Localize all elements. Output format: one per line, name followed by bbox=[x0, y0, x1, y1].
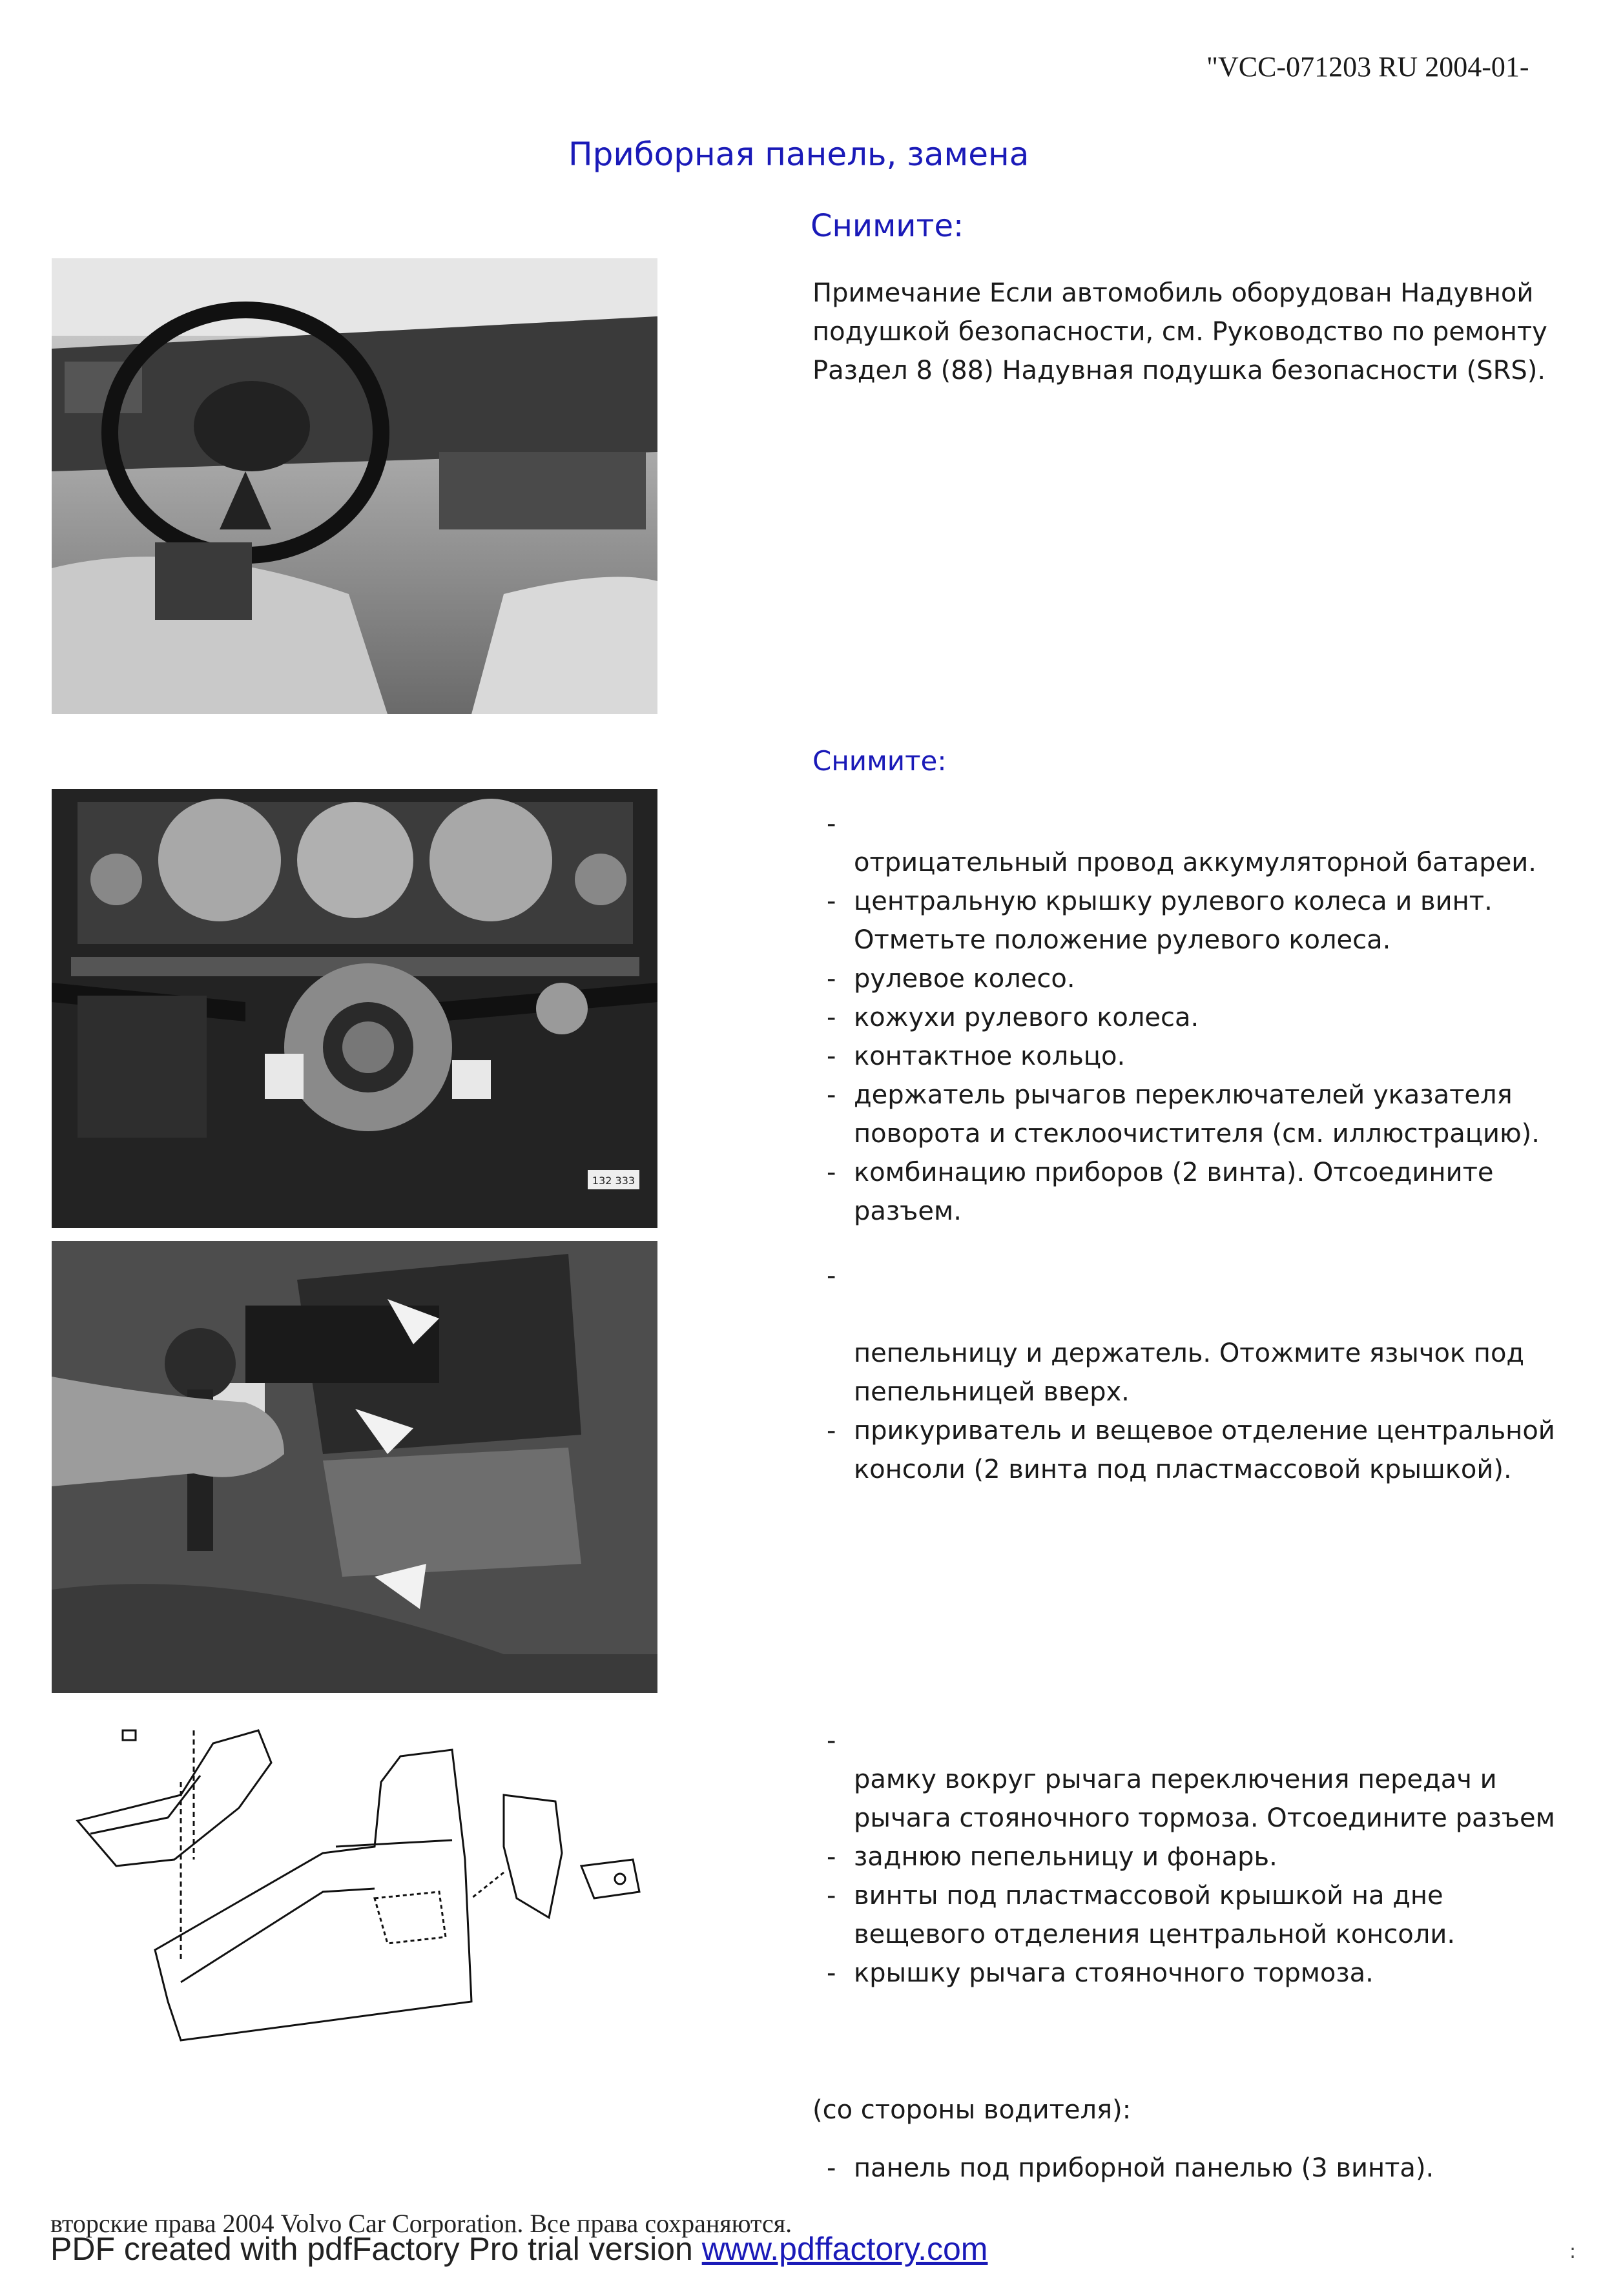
figure-label: 132 333 bbox=[592, 1174, 636, 1187]
list-item bbox=[827, 998, 1582, 1037]
list-item-text: вещевого отделения центральной консоли. bbox=[854, 1920, 1456, 1949]
list-item bbox=[827, 1838, 1582, 1876]
list-item-text: винты под пластмассовой крышкой на дне bbox=[854, 1881, 1443, 1911]
list-item bbox=[827, 921, 1582, 959]
removal-list-d bbox=[827, 2149, 1582, 2188]
list-item bbox=[827, 1114, 1582, 1153]
list-item bbox=[827, 1799, 1582, 1838]
list-item bbox=[827, 805, 1582, 843]
list-item-text: комбинацию приборов (2 винта). Отсоедините bbox=[854, 1158, 1494, 1187]
list-item bbox=[827, 1450, 1582, 1489]
list-item bbox=[827, 1037, 1582, 1076]
instrument-cluster-graphic bbox=[52, 789, 657, 1228]
list-item bbox=[827, 1954, 1582, 1993]
pdf-footer-text: PDF created with pdfFactory Pro trial version bbox=[50, 2231, 702, 2267]
list-dash: - bbox=[827, 1416, 836, 1446]
removal-list-a bbox=[827, 805, 1582, 1231]
list-item bbox=[827, 843, 1582, 882]
list-item bbox=[827, 959, 1582, 998]
list-item bbox=[827, 1876, 1582, 1915]
list-item-text: рулевое колесо. bbox=[854, 964, 1075, 994]
list-item-text: рычага стояночного тормоза. Отсоедините разъем bbox=[854, 1803, 1555, 1833]
list-item-text: пепельницу и держатель. Отожмите язычок под bbox=[854, 1338, 1525, 1368]
list-item-text: пепельницей вверх. bbox=[854, 1377, 1130, 1407]
removal-list-c bbox=[827, 1721, 1582, 1993]
list-item bbox=[827, 882, 1582, 921]
list-dash: - bbox=[827, 1158, 836, 1187]
list-item-text: крышку рычага стояночного тормоза. bbox=[854, 1958, 1374, 1988]
list-dash: - bbox=[827, 1261, 836, 1291]
list-dash: - bbox=[827, 1958, 836, 1988]
list-item-text: центральную крышку рулевого колеса и винт. bbox=[854, 887, 1493, 916]
page-title: Приборная панель, замена bbox=[568, 136, 1029, 173]
section-heading-remove-1: Снимите: bbox=[811, 208, 964, 244]
list-item bbox=[827, 1256, 1582, 1295]
list-item-text: контактное кольцо. bbox=[854, 1041, 1126, 1071]
console-exploded-diagram bbox=[52, 1705, 657, 2053]
list-dash: - bbox=[827, 1726, 836, 1756]
list-item-text: рамку вокруг рычага переключения передач и bbox=[854, 1765, 1497, 1794]
srs-note bbox=[812, 274, 1575, 390]
corner-mark: : bbox=[1569, 2240, 1576, 2263]
removal-list-b bbox=[827, 1256, 1582, 1295]
list-dash: - bbox=[827, 1003, 836, 1032]
center-console-graphic bbox=[52, 1241, 657, 1693]
section-heading-remove-2: Снимите: bbox=[812, 745, 947, 777]
removal-list-b-items bbox=[827, 1334, 1582, 1489]
list-item bbox=[827, 1760, 1582, 1799]
list-item bbox=[827, 1915, 1582, 1954]
list-item bbox=[827, 1721, 1582, 1760]
list-item-text: держатель рычагов переключателей указателя bbox=[854, 1080, 1513, 1110]
dashboard-photo-graphic bbox=[52, 258, 657, 714]
dashboard-photo bbox=[52, 258, 657, 714]
list-item bbox=[827, 1153, 1582, 1192]
list-dash: - bbox=[827, 1080, 836, 1110]
pdffactory-link[interactable]: www.pdffactory.com bbox=[701, 2231, 988, 2267]
list-item bbox=[827, 1076, 1582, 1114]
list-item bbox=[827, 1192, 1582, 1231]
list-dash: - bbox=[827, 1881, 836, 1911]
list-item-text: заднюю пепельницу и фонарь. bbox=[854, 1842, 1277, 1872]
list-dash: - bbox=[827, 809, 836, 839]
list-item-text: панель под приборной панелью (3 винта). bbox=[854, 2153, 1434, 2183]
instrument-cluster-photo bbox=[52, 789, 657, 1228]
note-line: Примечание Если автомобиль оборудован Надувной bbox=[812, 278, 1534, 308]
list-dash: - bbox=[827, 964, 836, 994]
driver-side-note: (со стороны водителя): bbox=[812, 2095, 1132, 2125]
document-id: "VCC-071203 RU 2004-01- bbox=[1206, 51, 1529, 83]
list-item bbox=[827, 2149, 1582, 2188]
list-item bbox=[827, 1373, 1582, 1411]
list-item-text: консоли (2 винта под пластмассовой крышкой). bbox=[854, 1455, 1512, 1484]
center-console-photo bbox=[52, 1241, 657, 1693]
console-diagram-graphic bbox=[52, 1705, 657, 2053]
list-dash: - bbox=[827, 2153, 836, 2183]
list-item-text: отрицательный провод аккумуляторной батареи. bbox=[854, 848, 1537, 877]
note-line: Раздел 8 (88) Надувная подушка безопасности (SRS). bbox=[812, 356, 1546, 385]
list-item bbox=[827, 1334, 1582, 1373]
copyright-footer: вторские права 2004 Volvo Car Corporation. Все права сохраняются. bbox=[50, 2209, 792, 2238]
list-dash: - bbox=[827, 1842, 836, 1872]
pdf-footer bbox=[50, 2230, 987, 2268]
list-dash: - bbox=[827, 887, 836, 916]
note-line: подушкой безопасности, см. Руководство по ремонту bbox=[812, 317, 1547, 347]
list-item-text: разъем. bbox=[854, 1196, 962, 1226]
list-item-text: Отметьте положение рулевого колеса. bbox=[854, 925, 1391, 955]
list-item-text: поворота и стеклоочистителя (см. иллюстрацию). bbox=[854, 1119, 1540, 1149]
list-dash: - bbox=[827, 1041, 836, 1071]
list-item-text: прикуриватель и вещевое отделение центральной bbox=[854, 1416, 1555, 1446]
list-item-text: кожухи рулевого колеса. bbox=[854, 1003, 1199, 1032]
list-item bbox=[827, 1411, 1582, 1450]
